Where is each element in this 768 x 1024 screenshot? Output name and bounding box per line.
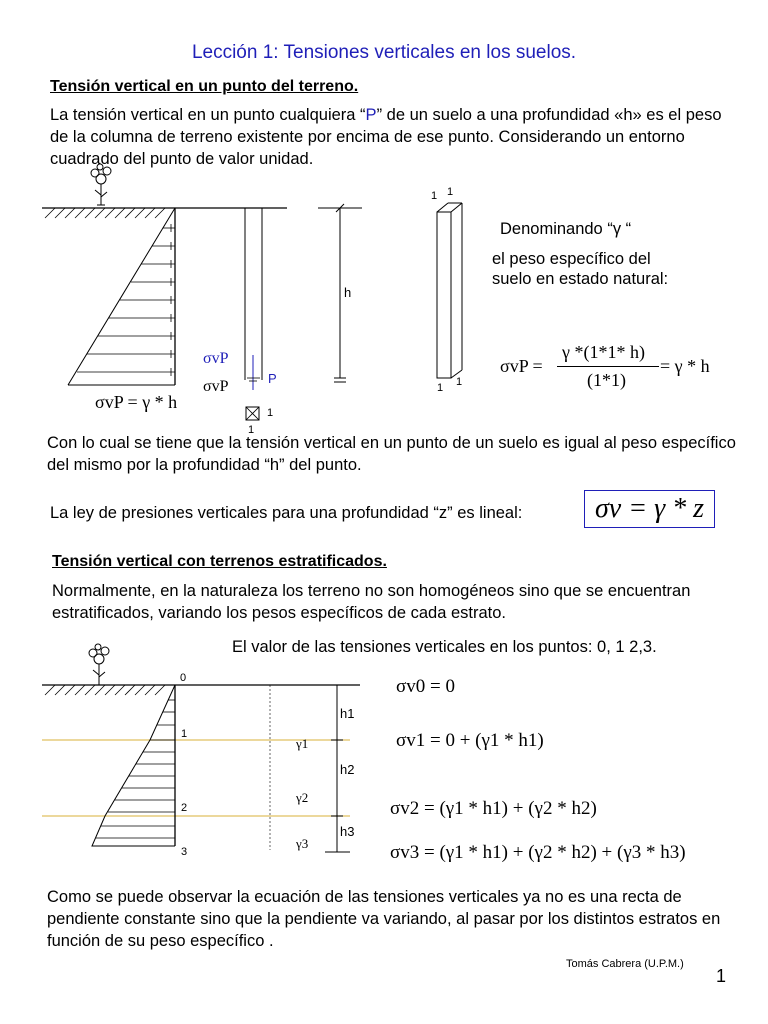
ley-formula-box: σv = γ * z [584, 490, 715, 528]
h3-label: h3 [340, 824, 355, 839]
section2-heading: Tensión vertical con terrenos estratificados. [52, 553, 387, 570]
point-1-label: 1 [181, 728, 188, 740]
h2-label: h2 [340, 762, 355, 777]
section2-valor: El valor de las tensiones verticales en los puntos: 0, 1 2,3. [232, 638, 657, 656]
intro-post: ” de un suelo a una profundidad «h» es el peso de la columna de terreno existente por encima de ese punto. Considerando un entorno cuadrado del punto de valor unidad. [50, 106, 722, 168]
gamma2-label: γ2 [296, 790, 309, 805]
unit-square-label: 1 [267, 407, 274, 419]
intro-p-label: P [365, 106, 377, 124]
denominando-text: Denominando “γ “ [500, 220, 632, 238]
gamma3-label: γ3 [296, 836, 309, 851]
soil-column-diagram [0, 160, 520, 450]
footer-author: Tomás Cabrera (U.P.M.) [566, 958, 684, 970]
ley-text: La ley de presiones verticales para una profundidad “z” es lineal: [50, 504, 523, 522]
fraction-rhs: = γ * h [660, 356, 710, 376]
fraction-bar [557, 366, 659, 367]
equation-sigma-v1: σv1 = 0 + (γ1 * h1) [396, 730, 544, 751]
fraction-numerator: γ *(1*1* h) [562, 342, 645, 362]
point-0-label: 0 [180, 672, 187, 684]
prism-label-bottom-left: 1 [437, 382, 444, 394]
section1-conclusion: Con lo cual se tiene que la tensión vertical en un punto de un suelo es igual al peso específico del mismo por la profundidad “h” del punto. [47, 434, 736, 474]
formula-sigma-gamma-h: σvP = γ * h [95, 392, 178, 412]
fraction-denominator: (1*1) [587, 370, 626, 390]
stratified-soil-diagram [0, 640, 380, 870]
unit-square-label-bottom: 1 [248, 424, 255, 436]
sigma-vp-bottom: σvP [203, 378, 229, 395]
intro-pre: La tensión vertical en un punto cualquiera “ [50, 106, 366, 124]
page-title: Lección 1: Tensiones verticales en los suelos. [191, 42, 577, 63]
gamma1-label: γ1 [296, 736, 309, 751]
equation-sigma-v3: σv3 = (γ1 * h1) + (γ2 * h2) + (γ3 * h3) [390, 842, 686, 863]
point-3-label: 3 [181, 846, 188, 858]
page-number: 1 [716, 966, 727, 986]
peso-line1: el peso específico del [492, 250, 651, 268]
peso-line2: suelo en estado natural: [492, 270, 669, 288]
sigma-vp-top: σvP [203, 350, 229, 367]
prism-label-top-right: 1 [447, 186, 454, 198]
prism-label-bottom-right: 1 [456, 376, 463, 388]
equation-sigma-v2: σv2 = (γ1 * h1) + (γ2 * h2) [390, 798, 597, 819]
prism-label-top-left: 1 [431, 190, 438, 202]
h1-label: h1 [340, 706, 355, 721]
section1-heading: Tensión vertical en un punto del terreno. [50, 78, 359, 95]
point-2-label: 2 [181, 802, 188, 814]
plant-icon [91, 164, 111, 205]
height-label: h [344, 285, 352, 300]
plant-icon [89, 644, 109, 685]
point-p-label: P [268, 371, 277, 386]
section2-intro: Normalmente, en la naturaleza los terreno no son homogéneos sino que se encuentran estratificados, variando los pesos específicos de cada estrato. [52, 582, 691, 622]
equation-sigma-v0: σv0 = 0 [396, 676, 455, 697]
section2-conclusion: Como se puede observar la ecuación de las tensiones verticales ya no es una recta de pendiente constante sino que la pendiente va variando, al pasar por los distintos estratos en función de su peso específico . [47, 888, 721, 950]
fraction-lhs: σvP = [500, 356, 543, 376]
